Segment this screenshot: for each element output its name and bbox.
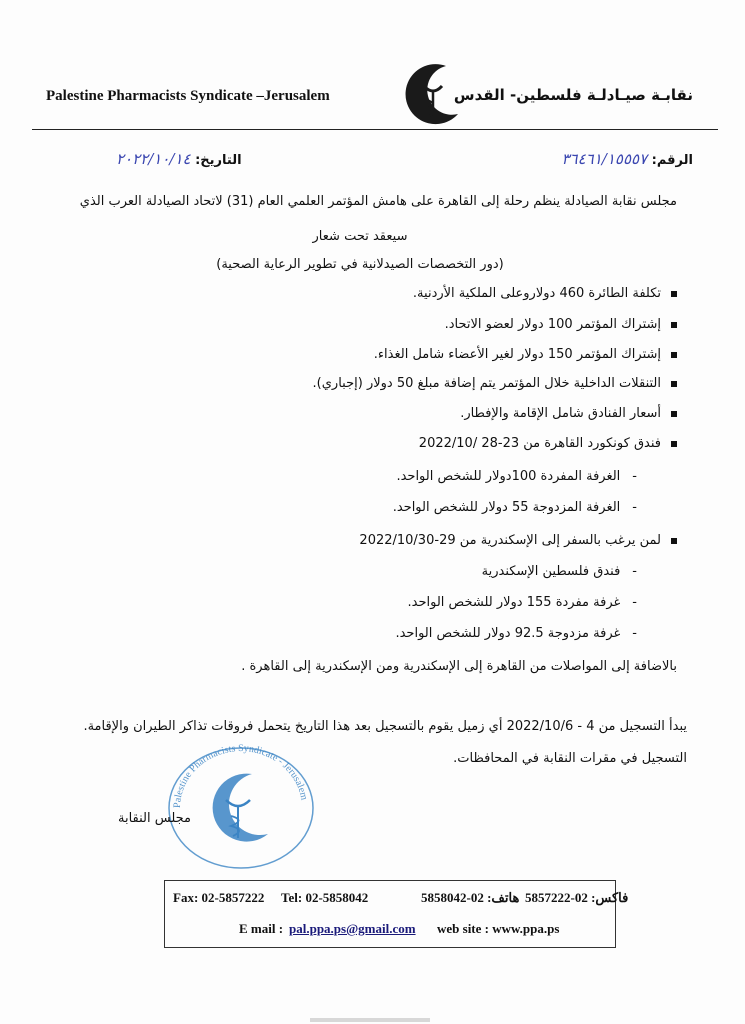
tel-english: Tel: 02-5858042 — [281, 890, 369, 905]
fax-english: Fax: 02-5857222 — [173, 890, 265, 905]
bullet-square-icon — [671, 411, 677, 417]
sub-list-item: -الغرفة المزدوجة 55 دولار للشخص الواحد. — [392, 500, 637, 515]
bullet-square-icon — [671, 441, 677, 447]
intro-line-2: سيعقد تحت شعار — [312, 229, 408, 244]
org-name-arabic: نقابـة صيـادلـة فلسطين- القدس — [453, 86, 693, 104]
reference-label: الرقم: — [651, 153, 693, 168]
date-value: ٢٠٢٢/١٠/١٤ — [116, 150, 191, 168]
bullet-square-icon — [671, 322, 677, 328]
reference-number — [562, 150, 694, 168]
bullet-square-icon — [671, 538, 677, 544]
intro-line-1: مجلس نقابة الصيادلة ينظم رحلة إلى القاهرة على هامش المؤتمر العلمي العام (31) لاتحاد الصيادلة العرب الذي — [79, 194, 677, 209]
conference-slogan: (دور التخصصات الصيدلانية في تطوير الرعاية الصحية) — [216, 257, 504, 272]
signature-block: مجلس النقابة — [118, 811, 191, 826]
list-item: التنقلات الداخلية خلال المؤتمر يتم إضافة مبلغ 50 دولار (إجباري). — [313, 376, 677, 391]
header-divider — [32, 129, 718, 130]
bullet-square-icon — [671, 352, 677, 358]
registration-line-1: يبدأ التسجيل من 4 - 2022/10/6 أي زميل يقوم بالتسجيل بعد هذا التاريخ يتحمل فروقات تذاكر الطيران والإقامة. — [83, 719, 687, 734]
email-link[interactable]: pal.ppa.ps@gmail.com — [289, 921, 416, 936]
website-link[interactable]: web site : www.ppa.ps — [437, 921, 560, 936]
list-item: إشتراك المؤتمر 150 دولار لغير الأعضاء شامل الغذاء. — [374, 347, 677, 362]
bullet-square-icon — [671, 291, 677, 297]
list-item: أسعار الفنادق شامل الإقامة والإفطار. — [460, 406, 677, 421]
reference-value: ٣٦٤٦١/١٥٥٥٧ — [561, 150, 648, 168]
sub-list-item: -فندق فلسطين الإسكندرية — [481, 564, 637, 579]
email-label: E mail : — [239, 921, 284, 936]
sub-list-item: -غرفة مزدوجة 92.5 دولار للشخص الواحد. — [395, 626, 637, 641]
list-item: تكلفة الطائرة 460 دولاروعلى الملكية الأردنية. — [413, 286, 677, 301]
syndicate-stamp — [160, 738, 322, 870]
scan-artifact — [310, 1018, 430, 1022]
list-item: فندق كونكورد القاهرة من 23-28 /2022/10 — [419, 436, 677, 451]
fax-arabic: فاكس: 02-5857222 — [525, 890, 629, 905]
syndicate-logo — [396, 58, 470, 132]
document-date — [116, 150, 242, 168]
bullet-square-icon — [671, 381, 677, 387]
sub-list-item: -غرفة مفردة 155 دولار للشخص الواحد. — [407, 595, 637, 610]
transport-note: بالاضافة إلى المواصلات من القاهرة إلى الإسكندرية ومن الإسكندرية إلى القاهرة . — [241, 659, 677, 674]
svg-text:Palestine Pharmacists Syndicat: Palestine Pharmacists Syndicate - Jerusalem — [171, 743, 310, 809]
registration-line-2: التسجيل في مقرات النقابة في المحافظات. — [453, 751, 687, 766]
contact-footer — [164, 880, 629, 948]
tel-arabic: هاتف: 02-5858042 — [421, 890, 520, 905]
list-item: إشتراك المؤتمر 100 دولار لعضو الاتحاد. — [445, 317, 677, 332]
org-name-english: Palestine Pharmacists Syndicate –Jerusalem — [46, 88, 330, 104]
sub-list-item: -الغرفة المفردة 100دولار للشخص الواحد. — [396, 469, 637, 484]
list-item: لمن يرغب بالسفر إلى الإسكندرية من 29-2022/10/30 — [359, 533, 677, 548]
date-label: التاريخ: — [195, 153, 242, 168]
